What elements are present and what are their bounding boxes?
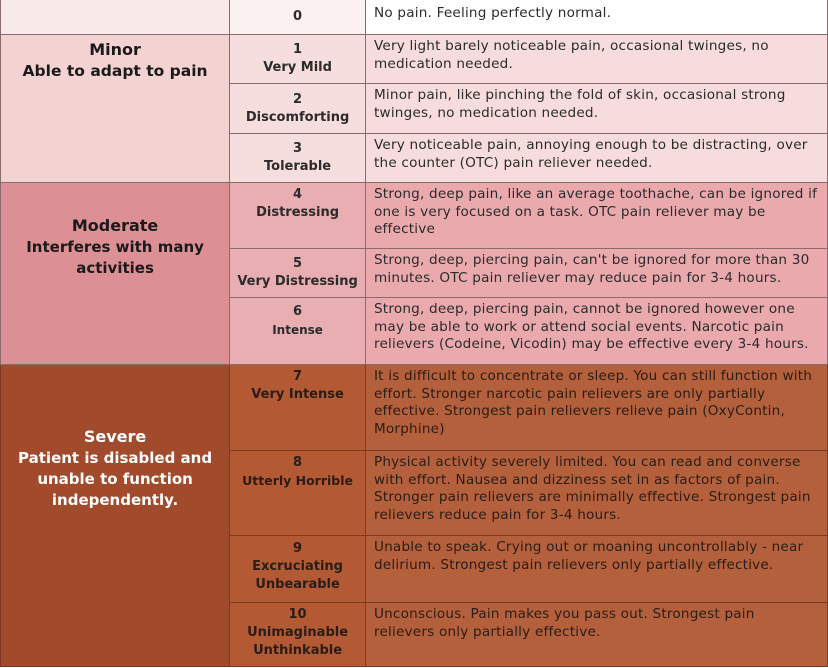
group-none-cell: [1, 0, 230, 35]
level-cell-3: [230, 134, 366, 183]
level-description-0: No pain. Feeling perfectly normal.: [365, 0, 827, 35]
level-description-10: Unconscious. Pain makes you pass out. Strongest pain relievers only partially effective.: [365, 603, 827, 667]
table-row-4: [1, 183, 828, 249]
level-name: Excruciating: [252, 559, 343, 574]
level-number: 1: [293, 42, 303, 57]
level-number: 5: [293, 256, 303, 271]
level-cell-5: [230, 249, 366, 298]
group-severe-title: Severe: [83, 427, 147, 446]
level-name: Utterly Horrible: [242, 473, 354, 488]
level-number: 3: [293, 141, 303, 156]
table-row-0: [1, 0, 828, 35]
group-moderate-title: Moderate: [71, 216, 159, 235]
level-cell-6: [230, 298, 366, 365]
level-description-7: It is difficult to concentrate or sleep. You can still function with effort. Stronger narcotic pain relievers are only partially effective. Strongest pain relievers relieve pain (OxyContin, Morphine): [365, 365, 827, 451]
level-name: Unimaginable: [247, 625, 349, 640]
level-description-4: Strong, deep pain, like an average toothache, can be ignored if one is very focused on a task. OTC pain reliever may be effective: [365, 183, 827, 249]
level-cell-9: [230, 536, 366, 603]
level-name-2: Unbearable: [255, 577, 340, 592]
level-cell-10: [230, 603, 366, 667]
level-number: 4: [293, 187, 303, 202]
level-cell-7: [230, 365, 366, 451]
level-description-5: Strong, deep, piercing pain, can't be ignored for more than 30 minutes. OTC pain reliever may reduce pain for 3-4 hours.: [365, 249, 827, 298]
group-moderate-subtitle-line2: activities: [76, 259, 154, 277]
group-severe-subtitle-line1: Patient is disabled and: [18, 449, 213, 467]
level-name: Discomforting: [245, 109, 350, 125]
level-name-2: Unthinkable: [253, 643, 343, 658]
level-description-3: Very noticeable pain, annoying enough to be distracting, over the counter (OTC) pain reliever needed.: [365, 134, 827, 183]
level-cell-8: [230, 451, 366, 536]
table-row-7: [1, 365, 828, 451]
group-moderate-cell: [1, 183, 230, 365]
group-minor-title: Minor: [89, 40, 141, 59]
level-description-9: Unable to speak. Crying out or moaning uncontrollably - near delirium. Strongest pain relievers only partially effective.: [365, 536, 827, 603]
level-description-1: Very light barely noticeable pain, occasional twinges, no medication needed.: [365, 35, 827, 84]
level-number: 0: [293, 9, 303, 24]
level-cell-4: [230, 183, 366, 249]
level-name: Tolerable: [264, 159, 332, 174]
level-name: Distressing: [256, 205, 340, 220]
level-description-8: Physical activity severely limited. You can read and converse with effort. Nausea and dizziness set in as factors of pain. Stronger pain relievers are minimally effective. Strongest pain relievers reduce pain for 3-4 hours.: [365, 451, 827, 536]
group-minor-subtitle: Able to adapt to pain: [22, 62, 208, 80]
level-name: Very Mild: [263, 60, 332, 75]
level-name: Very Intense: [251, 387, 344, 402]
group-severe-subtitle-line2: unable to function: [37, 470, 193, 488]
level-cell-2: [230, 84, 366, 134]
group-severe-cell: [1, 365, 230, 667]
group-minor-cell: [1, 35, 230, 183]
level-name: Very Distressing: [237, 274, 358, 289]
level-cell-0: [230, 0, 366, 35]
level-name: Intense: [272, 323, 323, 337]
table-row-1: [1, 35, 828, 84]
level-number: 2: [293, 91, 303, 107]
level-number: 9: [293, 541, 303, 556]
level-description-2: Minor pain, like pinching the fold of skin, occasional strong twinges, no medication needed.: [365, 84, 827, 134]
level-number: 7: [293, 369, 303, 384]
level-cell-1: [230, 35, 366, 84]
level-number: 6: [293, 304, 303, 319]
level-number: 8: [293, 455, 303, 470]
level-description-6: Strong, deep, piercing pain, cannot be ignored however one may be able to work or attend social events. Narcotic pain relievers (Codeine, Vicodin) may be effective every 3-4 hours.: [365, 298, 827, 365]
level-number: 10: [288, 607, 307, 622]
group-severe-subtitle-line3: independently.: [51, 491, 179, 509]
group-moderate-subtitle-line1: Interferes with many: [26, 238, 204, 256]
